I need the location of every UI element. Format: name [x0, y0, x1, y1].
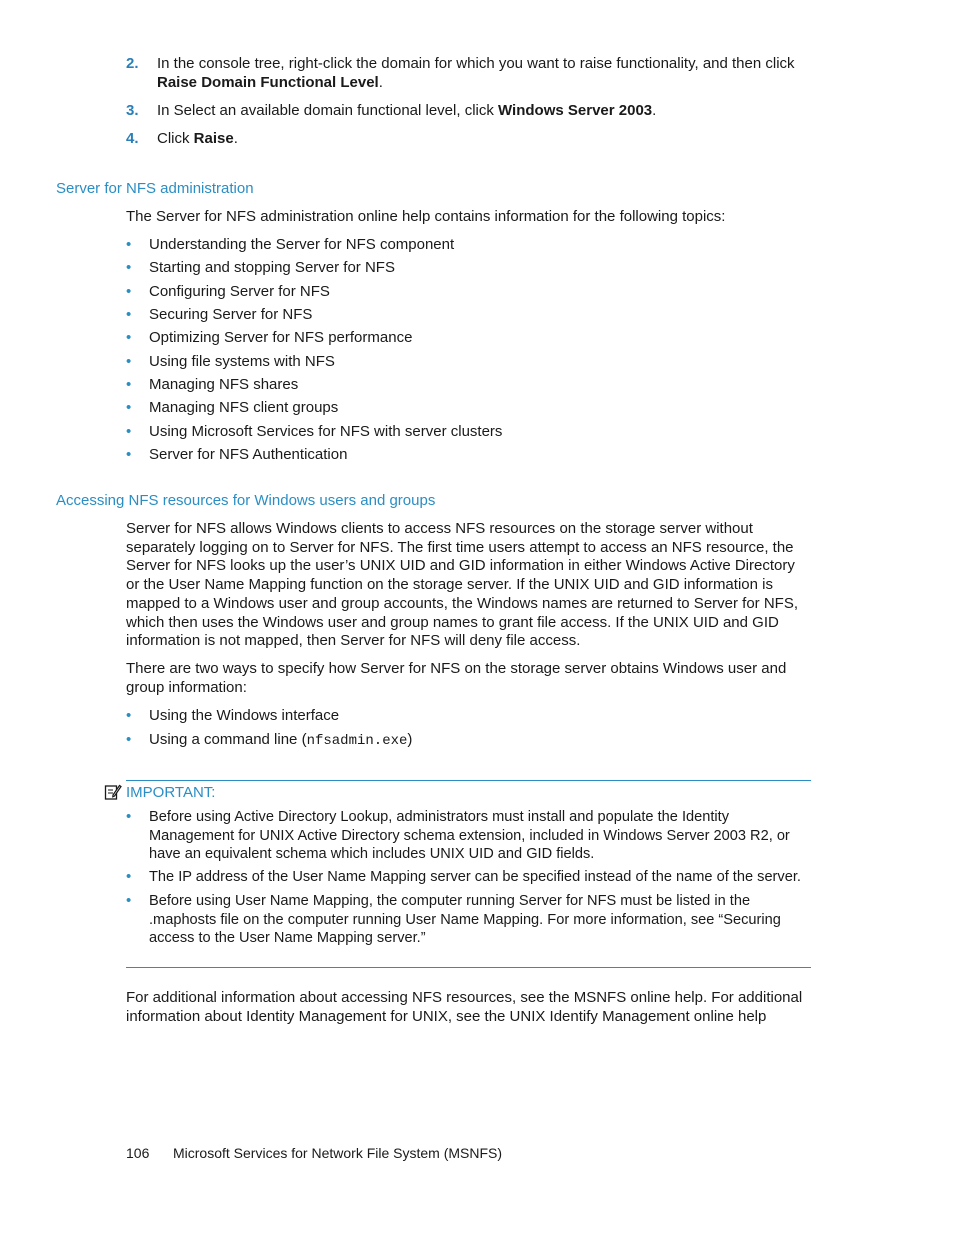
important-label: IMPORTANT: — [126, 784, 216, 801]
section-heading-nfs-admin: Server for NFS administration — [56, 180, 254, 197]
bullet-icon: • — [126, 236, 132, 253]
bullet-icon: • — [126, 707, 132, 724]
bullet-icon: • — [126, 808, 132, 825]
page-footer — [126, 1145, 502, 1161]
command-code: nfsadmin.exe — [306, 733, 408, 749]
bullet-icon: • — [126, 353, 132, 370]
step-text: In the console tree, right-click the domain for which you want to raise functionality, and then click Raise Domain Functional Level. — [157, 55, 795, 91]
page-number: 106 — [126, 1145, 150, 1161]
bullet-icon: • — [126, 329, 132, 346]
step-text: In Select an available domain functional level, click Windows Server 2003. — [157, 102, 657, 119]
bullet-icon: • — [126, 259, 132, 276]
bullet-icon: • — [126, 446, 132, 463]
bullet-icon: • — [126, 423, 132, 440]
step-2 — [126, 54, 806, 92]
note-pencil-icon — [104, 783, 122, 801]
section-paragraph: There are two ways to specify how Server for NFS on the storage server obtains Windows user and group information: — [126, 660, 787, 696]
step-number: 4. — [126, 130, 139, 147]
closing-paragraph: For additional information about accessing NFS resources, see the MSNFS online help. For additional information about Identity Management for UNIX, see the UNIX Identify Management online help — [126, 989, 803, 1025]
step-number: 2. — [126, 55, 139, 72]
divider — [126, 967, 811, 968]
bullet-icon: • — [126, 868, 132, 885]
footer-title: Microsoft Services for Network File System (MSNFS) — [173, 1145, 503, 1161]
bullet-icon: • — [126, 376, 132, 393]
step-number: 3. — [126, 102, 139, 119]
section-intro: The Server for NFS administration online help contains information for the following topics: — [126, 208, 726, 225]
bullet-icon: • — [126, 283, 132, 300]
section-paragraph: Server for NFS allows Windows clients to access NFS resources on the storage server without separately logging on to Server for NFS. The first time users attempt to access an NFS resource, the Server for NFS looks up the user’s UNIX UID and GID information in either Windows Active Directory or the User Name Mapping function on the storage server. If the UNIX UID and GID information is mapped to a Windows user and group accounts, the Windows names are returned to Server for NFS, which then uses the Windows user and group names to grant file access. If the UNIX UID and GID information is not mapped, then Server for NFS will deny file access. — [126, 520, 798, 650]
step-text: Click Raise. — [157, 130, 238, 147]
section-heading-accessing-nfs: Accessing NFS resources for Windows users and groups — [56, 492, 436, 509]
divider — [126, 780, 811, 781]
bullet-icon: • — [126, 306, 132, 323]
bullet-icon: • — [126, 892, 132, 909]
bullet-icon: • — [126, 399, 132, 416]
bullet-icon: • — [126, 731, 132, 748]
document-page: 2. In the console tree, right-click the domain for which you want to raise functionality, and then click Raise Domain Functional Level. 3. In Select an available domain functional level, click Windows Server 2003. 4. Click Raise. Server for NFS administration The Server for NFS administration online help contains information for the following topics: • Understanding the Server for NFS component • Starting and stopping Server for NFS • Configuring Server for NFS • Securing Server for NFS • Optimizing Server for NFS performance • Using file systems with NFS • Managing NFS shares • Managing NFS client groups • Using Microsoft Services for NFS with server clusters • Server for NFS Authentication Accessing NFS resources for Windows users and groups Server for NFS allows Windows clients to access NFS resources on the storage server without separately logging on to Server for NFS. The first time users attempt to access an NFS resource, the Server for NFS looks up the user’s UNIX UID and GID information in either Windows Active Directory or the User Name Mapping function on the storage server. If the UNIX UID and GID information is mapped to a Windows user and group accounts, the Windows names are returned to Server for NFS, which then uses the Windows user and group names to grant file access. If the UNIX UID and GID information is not mapped, then Server for NFS will deny file access. There are two ways to specify how Server for NFS on the storage server obtains Windows user and group information: • Using the Windows interface • Using a command line (nfsadmin.exe) IMPORTANT: • Before using Active Directory Lookup, administrators must install and populate the Identity Management for UNIX Active Directory schema extension, included in Windows Server 2003 R2, or have an equivalent schema which includes UNIX UID and GID fields. • The IP address of the User Name Mapping server can be specified instead of the name of the server. • Before using User Name Mapping, the computer running Server for NFS must be listed in the .maphosts file on the computer running User Name Mapping. For more information, see “Securing access to the User Name Mapping server.” For additional information about accessing NFS resources, see the MSNFS online help. For additional information about Identity Management for UNIX, see the UNIX Identify Management online help 106 Microsoft Services for Network File System (MSNFS) — [0, 0, 954, 1235]
